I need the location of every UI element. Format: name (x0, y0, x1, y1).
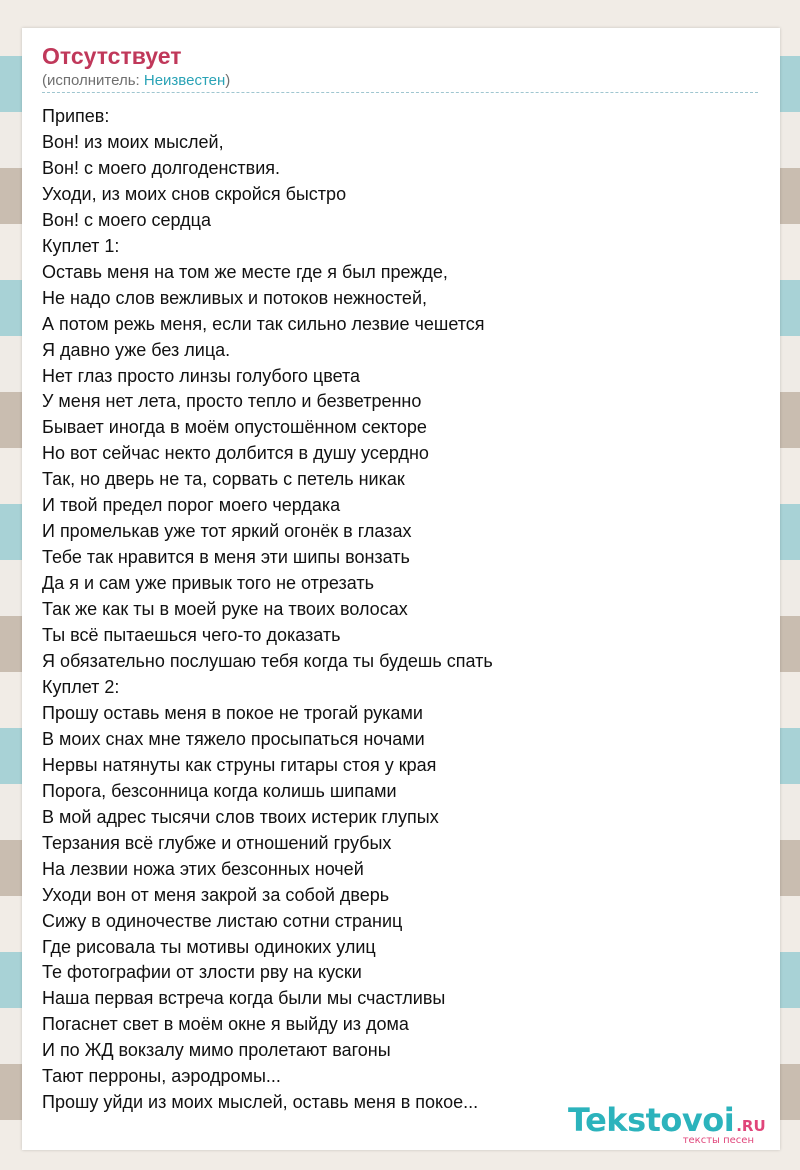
logo-tld: .RU (736, 1117, 766, 1135)
lyric-line: В моих снах мне тяжело просыпаться ночами (42, 728, 425, 749)
lyric-line: Так, но дверь не та, сорвать с петель никак (42, 469, 405, 490)
lyric-line: Вон! с моего сердца (42, 209, 211, 230)
lyric-line: Уходи вон от меня закрой за собой дверь (42, 884, 390, 905)
lyric-line: Где рисовала ты мотивы одиноких улиц (42, 936, 376, 957)
site-logo[interactable] (568, 1103, 780, 1147)
lyric-line: Сижу в одиночестве листаю сотни страниц (42, 910, 403, 931)
song-title: Отсутствует (42, 43, 182, 69)
lyric-line: Погаснет свет в моём окне я выйду из дома (42, 1014, 409, 1035)
artist-line (42, 71, 758, 91)
song-header (42, 42, 758, 91)
lyric-line: Куплет 1: (42, 235, 120, 256)
lyrics-text (42, 104, 762, 1116)
lyric-line: Прошу оставь меня в покое не трогай руками (42, 702, 423, 723)
lyric-line: Но вот сейчас некто долбится в душу усердно (42, 443, 429, 464)
header-divider (42, 92, 758, 93)
lyric-line: Терзания всё глубже и отношений грубых (42, 832, 392, 853)
artist-prefix: (исполнитель: (42, 72, 144, 89)
logo-name: Tekstovoi (568, 1101, 735, 1139)
lyric-line: Прошу уйди из моих мыслей, оставь меня в покое... (42, 1092, 479, 1113)
lyric-line: Уходи, из моих снов скройся быстро (42, 183, 347, 204)
lyric-line: Тают перроны, аэродромы... (42, 1066, 281, 1087)
lyric-line: Те фотографии от злости рву на куски (42, 962, 362, 983)
lyric-line: Бывает иногда в моём опустошённом секторе (42, 417, 427, 438)
lyric-line: Да я и сам уже привык того не отрезать (42, 573, 374, 594)
lyric-line: Припев: (42, 106, 110, 126)
lyric-line: Я давно уже без лица. (42, 339, 231, 360)
lyric-line: Так же как ты в моей руке на твоих волосах (42, 599, 408, 620)
lyric-line: И по ЖД вокзалу мимо пролетают вагоны (42, 1040, 391, 1061)
lyric-line: Не надо слов вежливых и потоков нежностей, (42, 287, 427, 308)
lyrics-card (22, 28, 780, 1150)
lyric-line: Нервы натянуты как струны гитары стоя у края (42, 754, 437, 775)
lyric-line: Я обязательно послушаю тебя когда ты будешь спать (42, 651, 493, 672)
lyric-line: А потом режь меня, если так сильно лезвие чешется (42, 313, 485, 334)
lyric-line: Оставь меня на том же месте где я был прежде, (42, 261, 448, 282)
lyric-line: Вон! из моих мыслей, (42, 131, 224, 152)
lyric-line: Нет глаз просто линзы голубого цвета (42, 365, 361, 386)
lyric-line: У меня нет лета, просто тепло и безветренно (42, 391, 422, 412)
logo-tagline: тексты песен (682, 1135, 754, 1146)
lyric-line: В мой адрес тысячи слов твоих истерик глупых (42, 806, 439, 827)
artist-suffix: ) (225, 72, 231, 89)
lyric-line: Вон! с моего долгоденствия. (42, 157, 281, 178)
artist-link[interactable]: Неизвестен (143, 72, 226, 89)
lyric-line: И промелькав уже тот яркий огонёк в глазах (42, 521, 412, 542)
lyric-line: Наша первая встреча когда были мы счастливы (42, 988, 446, 1009)
lyric-line: Ты всё пытаешься чего-то доказать (42, 625, 341, 646)
lyric-line: Тебе так нравится в меня эти шипы вонзать (42, 547, 410, 568)
lyric-line: На лезвии ножа этих безсонных ночей (42, 858, 364, 879)
lyric-line: Куплет 2: (42, 676, 120, 697)
lyric-line: И твой предел порог моего чердака (42, 495, 341, 516)
lyric-line: Порога, безсонница когда колишь шипами (42, 780, 397, 801)
